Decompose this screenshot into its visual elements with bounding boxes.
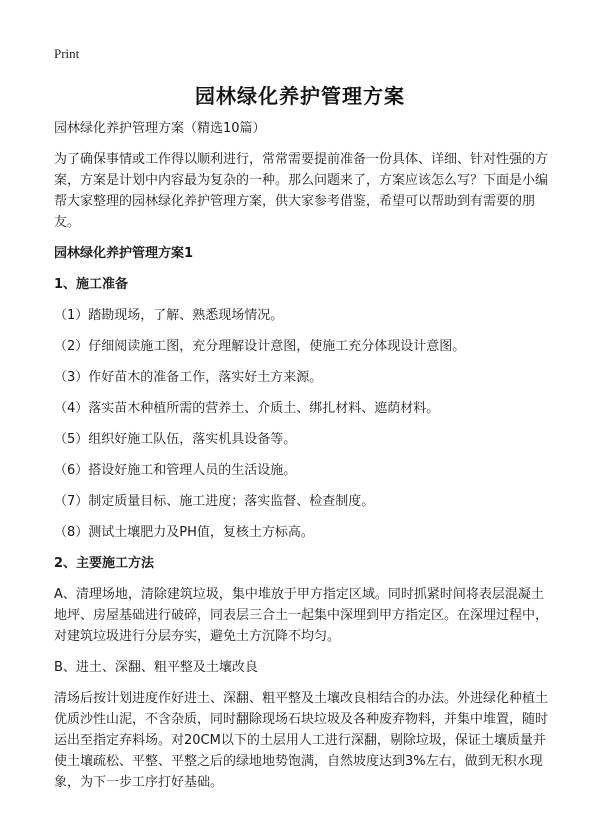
paragraph-b-heading: B、进土、深翻、粗平整及土壤改良 (54, 660, 258, 675)
list-item: （1）踏勘现场，了解、熟悉现场情况。 (54, 308, 284, 323)
list-item: （6）搭设好施工和管理人员的生活设施。 (54, 463, 297, 478)
document-subtitle: 园林绿化养护管理方案（精选10篇） (54, 121, 266, 136)
paragraph-b: 清场后按计划进度作好进土、深翻、粗平整及土壤改良相结合的办法。外进绿化种植土优质沙性山泥，不含杂质，同时翻除现场石块垃圾及各种废弃物料，并集中堆置，随时运出至指定弃料场。对20CM以下的土层用人工进行深翻，剔除垃圾，保证土壤质量并使土壤疏松、平整、平整之后的绿地地势饱满，自然坡度达到3%左右，做到无积水现象，为下一步工序打好基础。 (54, 691, 549, 790)
intro-paragraph: 为了确保事情或工作得以顺利进行，常常需要提前准备一份具体、详细、针对性强的方案，方案是计划中内容最为复杂的一种。那么问题来了，方案应该怎么写？下面是小编帮大家整理的园林绿化养护管理方案，供大家参考借鉴，希望可以帮助到有需要的朋友。 (54, 152, 549, 230)
list-item: （2）仔细阅读施工图，充分理解设计意图，使施工充分体现设计意图。 (54, 339, 466, 354)
section-heading: 园林绿化养护管理方案1 (54, 246, 194, 261)
list-item: （7）制定质量目标、施工进度；落实监督、检查制度。 (54, 494, 375, 509)
sub-heading-methods: 2、主要施工方法 (54, 556, 155, 571)
paragraph-a: A、清理场地，清除建筑垃圾，集中堆放于甲方指定区域。同时抓紧时间将表层混凝土地坪、房屋基础进行破碎，同表层三合土一起集中深埋到甲方指定区。在深埋过程中，对建筑垃圾进行分层夯实，避免土方沉降不均匀。 (54, 587, 549, 644)
print-link[interactable]: Print (54, 46, 80, 61)
document-body (54, 118, 554, 803)
list-item: （4）落实苗木种植所需的营养土、介质土、绑扎材料、遮荫材料。 (54, 401, 440, 416)
list-item: （5）组织好施工队伍，落实机具设备等。 (54, 432, 297, 447)
list-item: （3）作好苗木的准备工作，落实好土方来源。 (54, 370, 323, 385)
page-title: 园林绿化养护管理方案 (195, 84, 405, 108)
list-item: （8）测试土壤肥力及PH值，复核土方标高。 (54, 525, 314, 540)
sub-heading-preparation: 1、施工准备 (54, 277, 129, 292)
